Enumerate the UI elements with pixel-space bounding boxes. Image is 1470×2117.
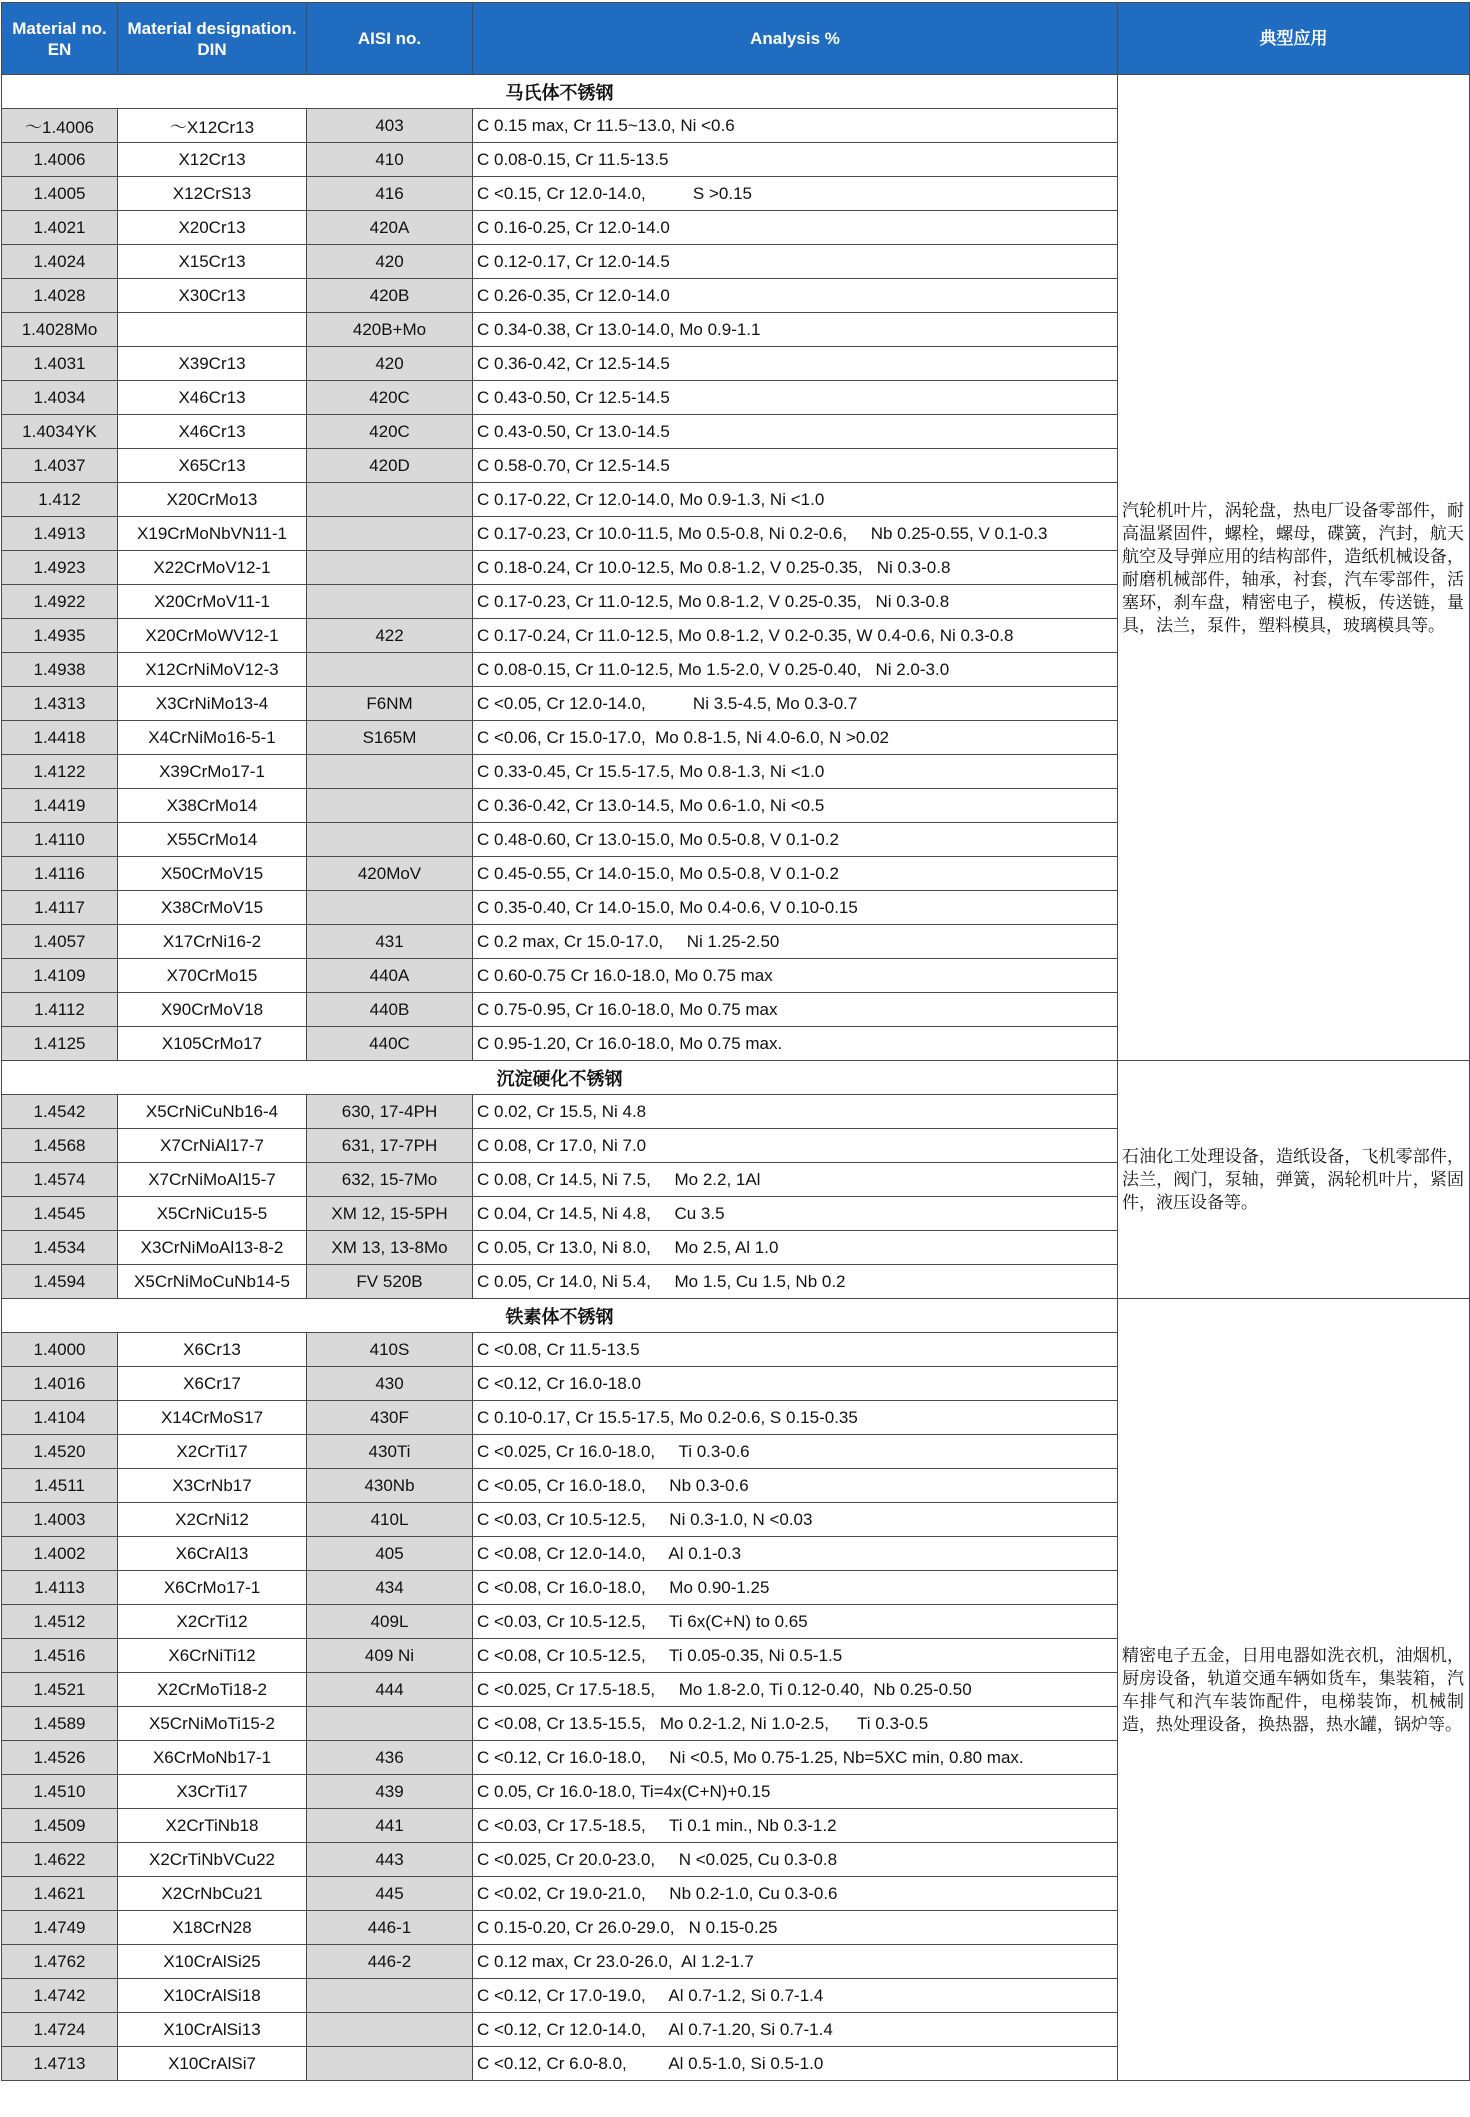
din-designation-cell: X2CrTi12: [118, 1605, 307, 1639]
material-no-cell: 1.4418: [2, 721, 118, 755]
din-designation-cell: X90CrMoV18: [118, 993, 307, 1027]
aisi-no-cell: [307, 517, 473, 551]
section-title: 铁素体不锈钢: [2, 1299, 1118, 1333]
din-designation-cell: X3CrNiMo13-4: [118, 687, 307, 721]
material-no-cell: 1.4122: [2, 755, 118, 789]
aisi-no-cell: 441: [307, 1809, 473, 1843]
aisi-no-cell: 443: [307, 1843, 473, 1877]
analysis-cell: C 0.17-0.23, Cr 11.0-12.5, Mo 0.8-1.2, V 0.25-0.35, Ni 0.3-0.8: [473, 585, 1118, 619]
analysis-cell: C 0.26-0.35, Cr 12.0-14.0: [473, 279, 1118, 313]
material-no-cell: 1.4034: [2, 381, 118, 415]
din-designation-cell: X10CrAlSi25: [118, 1945, 307, 1979]
section-title: 沉淀硬化不锈钢: [2, 1061, 1118, 1095]
material-no-cell: 1.4622: [2, 1843, 118, 1877]
aisi-no-cell: [307, 1707, 473, 1741]
aisi-no-cell: 420A: [307, 211, 473, 245]
aisi-no-cell: [307, 2013, 473, 2047]
material-no-cell: 1.4002: [2, 1537, 118, 1571]
analysis-cell: C <0.12, Cr 6.0-8.0, Al 0.5-1.0, Si 0.5-1.0: [473, 2047, 1118, 2081]
header-analysis: Analysis %: [473, 3, 1118, 75]
analysis-cell: C <0.03, Cr 10.5-12.5, Ti 6x(C+N) to 0.65: [473, 1605, 1118, 1639]
din-designation-cell: X55CrMo14: [118, 823, 307, 857]
analysis-cell: C 0.43-0.50, Cr 13.0-14.5: [473, 415, 1118, 449]
material-no-cell: 1.4574: [2, 1163, 118, 1197]
aisi-no-cell: 446-1: [307, 1911, 473, 1945]
analysis-cell: C 0.18-0.24, Cr 10.0-12.5, Mo 0.8-1.2, V 0.25-0.35, Ni 0.3-0.8: [473, 551, 1118, 585]
din-designation-cell: X12Cr13: [118, 143, 307, 177]
din-designation-cell: X5CrNiCu15-5: [118, 1197, 307, 1231]
aisi-no-cell: 410S: [307, 1333, 473, 1367]
material-no-cell: 1.4031: [2, 347, 118, 381]
material-no-cell: 1.4125: [2, 1027, 118, 1061]
aisi-no-cell: 416: [307, 177, 473, 211]
material-no-cell: 1.4006: [2, 143, 118, 177]
aisi-no-cell: 446-2: [307, 1945, 473, 1979]
material-no-cell: 1.4117: [2, 891, 118, 925]
analysis-cell: C 0.17-0.23, Cr 10.0-11.5, Mo 0.5-0.8, Ni 0.2-0.6, Nb 0.25-0.55, V 0.1-0.3: [473, 517, 1118, 551]
din-designation-cell: X2CrTi17: [118, 1435, 307, 1469]
section-header-row: [2, 1299, 1470, 1333]
din-designation-cell: X6CrMoNb17-1: [118, 1741, 307, 1775]
din-designation-cell: X20Cr13: [118, 211, 307, 245]
analysis-cell: C 0.08-0.15, Cr 11.5-13.5: [473, 143, 1118, 177]
aisi-no-cell: 440C: [307, 1027, 473, 1061]
analysis-cell: C 0.17-0.22, Cr 12.0-14.0, Mo 0.9-1.3, Ni <1.0: [473, 483, 1118, 517]
din-designation-cell: X38CrMoV15: [118, 891, 307, 925]
material-no-cell: 1.4511: [2, 1469, 118, 1503]
analysis-cell: C 0.75-0.95, Cr 16.0-18.0, Mo 0.75 max: [473, 993, 1118, 1027]
din-designation-cell: X15Cr13: [118, 245, 307, 279]
analysis-cell: C <0.12, Cr 12.0-14.0, Al 0.7-1.20, Si 0.7-1.4: [473, 2013, 1118, 2047]
material-no-cell: 1.4109: [2, 959, 118, 993]
aisi-no-cell: 434: [307, 1571, 473, 1605]
material-no-cell: 1.4005: [2, 177, 118, 211]
analysis-cell: C <0.08, Cr 12.0-14.0, Al 0.1-0.3: [473, 1537, 1118, 1571]
din-designation-cell: X39Cr13: [118, 347, 307, 381]
din-designation-cell: X20CrMoV11-1: [118, 585, 307, 619]
din-designation-cell: X20CrMo13: [118, 483, 307, 517]
aisi-no-cell: F6NM: [307, 687, 473, 721]
section-header-row: [2, 1061, 1470, 1095]
typical-application-cell: 精密电子五金，日用电器如洗衣机，油烟机，厨房设备，轨道交通车辆如货车，集装箱，汽车排气和汽车装饰配件，电梯装饰，机械制造，热处理设备，换热器，热水罐，锅炉等。: [1118, 1299, 1470, 2081]
aisi-no-cell: XM 13, 13-8Mo: [307, 1231, 473, 1265]
din-designation-cell: X46Cr13: [118, 415, 307, 449]
din-designation-cell: X105CrMo17: [118, 1027, 307, 1061]
analysis-cell: C 0.58-0.70, Cr 12.5-14.5: [473, 449, 1118, 483]
analysis-cell: C <0.03, Cr 10.5-12.5, Ni 0.3-1.0, N <0.03: [473, 1503, 1118, 1537]
din-designation-cell: X6Cr13: [118, 1333, 307, 1367]
din-designation-cell: X5CrNiMoTi15-2: [118, 1707, 307, 1741]
aisi-no-cell: [307, 891, 473, 925]
din-designation-cell: X7CrNiMoAl15-7: [118, 1163, 307, 1197]
din-designation-cell: X50CrMoV15: [118, 857, 307, 891]
analysis-cell: C 0.43-0.50, Cr 12.5-14.5: [473, 381, 1118, 415]
aisi-no-cell: 420MoV: [307, 857, 473, 891]
din-designation-cell: X10CrAlSi13: [118, 2013, 307, 2047]
material-no-cell: 1.4037: [2, 449, 118, 483]
din-designation-cell: X4CrNiMo16-5-1: [118, 721, 307, 755]
material-no-cell: 1.4313: [2, 687, 118, 721]
din-designation-cell: X38CrMo14: [118, 789, 307, 823]
material-no-cell: 1.4516: [2, 1639, 118, 1673]
aisi-no-cell: 420B+Mo: [307, 313, 473, 347]
analysis-cell: C 0.34-0.38, Cr 13.0-14.0, Mo 0.9-1.1: [473, 313, 1118, 347]
analysis-cell: C <0.05, Cr 16.0-18.0, Nb 0.3-0.6: [473, 1469, 1118, 1503]
material-no-cell: 1.4521: [2, 1673, 118, 1707]
din-designation-cell: X5CrNiMoCuNb14-5: [118, 1265, 307, 1299]
material-no-cell: 1.4509: [2, 1809, 118, 1843]
aisi-no-cell: 444: [307, 1673, 473, 1707]
analysis-cell: C <0.08, Cr 13.5-15.5, Mo 0.2-1.2, Ni 1.0-2.5, Ti 0.3-0.5: [473, 1707, 1118, 1741]
analysis-cell: C 0.33-0.45, Cr 15.5-17.5, Mo 0.8-1.3, Ni <1.0: [473, 755, 1118, 789]
material-no-cell: 1.4534: [2, 1231, 118, 1265]
analysis-cell: C 0.48-0.60, Cr 13.0-15.0, Mo 0.5-0.8, V 0.1-0.2: [473, 823, 1118, 857]
aisi-no-cell: XM 12, 15-5PH: [307, 1197, 473, 1231]
section-title: 马氏体不锈钢: [2, 75, 1118, 109]
material-no-cell: 1.4724: [2, 2013, 118, 2047]
material-no-cell: 1.4028: [2, 279, 118, 313]
analysis-cell: C 0.16-0.25, Cr 12.0-14.0: [473, 211, 1118, 245]
analysis-cell: C <0.12, Cr 16.0-18.0, Ni <0.5, Mo 0.75-1.25, Nb=5XC min, 0.80 max.: [473, 1741, 1118, 1775]
analysis-cell: C 0.95-1.20, Cr 16.0-18.0, Mo 0.75 max.: [473, 1027, 1118, 1061]
din-designation-cell: X17CrNi16-2: [118, 925, 307, 959]
material-no-cell: 1.4526: [2, 1741, 118, 1775]
din-designation-cell: X2CrTiNb18: [118, 1809, 307, 1843]
material-no-cell: 1.4116: [2, 857, 118, 891]
material-no-cell: 1.4938: [2, 653, 118, 687]
analysis-cell: C 0.35-0.40, Cr 14.0-15.0, Mo 0.4-0.6, V 0.10-0.15: [473, 891, 1118, 925]
din-designation-cell: X65Cr13: [118, 449, 307, 483]
din-designation-cell: X3CrNiMoAl13-8-2: [118, 1231, 307, 1265]
din-designation-cell: X18CrN28: [118, 1911, 307, 1945]
material-no-cell: 1.4021: [2, 211, 118, 245]
din-designation-cell: X6CrNiTi12: [118, 1639, 307, 1673]
analysis-cell: C 0.60-0.75 Cr 16.0-18.0, Mo 0.75 max: [473, 959, 1118, 993]
din-designation-cell: X3CrTi17: [118, 1775, 307, 1809]
analysis-cell: C 0.05, Cr 16.0-18.0, Ti=4x(C+N)+0.15: [473, 1775, 1118, 1809]
aisi-no-cell: 420C: [307, 381, 473, 415]
din-designation-cell: X6CrAl13: [118, 1537, 307, 1571]
material-no-cell: 1.4510: [2, 1775, 118, 1809]
material-no-cell: 1.4520: [2, 1435, 118, 1469]
material-no-cell: 1.4000: [2, 1333, 118, 1367]
material-no-cell: 1.4542: [2, 1095, 118, 1129]
material-no-cell: 1.4512: [2, 1605, 118, 1639]
analysis-cell: C 0.02, Cr 15.5, Ni 4.8: [473, 1095, 1118, 1129]
din-designation-cell: X2CrTiNbVCu22: [118, 1843, 307, 1877]
din-designation-cell: X46Cr13: [118, 381, 307, 415]
analysis-cell: C 0.36-0.42, Cr 13.0-14.5, Mo 0.6-1.0, Ni <0.5: [473, 789, 1118, 823]
material-no-cell: 1.4713: [2, 2047, 118, 2081]
aisi-no-cell: 422: [307, 619, 473, 653]
analysis-cell: C <0.05, Cr 12.0-14.0, Ni 3.5-4.5, Mo 0.3-0.7: [473, 687, 1118, 721]
aisi-no-cell: [307, 755, 473, 789]
analysis-cell: C <0.06, Cr 15.0-17.0, Mo 0.8-1.5, Ni 4.0-6.0, N >0.02: [473, 721, 1118, 755]
analysis-cell: C 0.10-0.17, Cr 15.5-17.5, Mo 0.2-0.6, S 0.15-0.35: [473, 1401, 1118, 1435]
material-no-cell: 1.4024: [2, 245, 118, 279]
aisi-no-cell: 631, 17-7PH: [307, 1129, 473, 1163]
aisi-no-cell: [307, 483, 473, 517]
material-no-cell: 1.412: [2, 483, 118, 517]
aisi-no-cell: 420D: [307, 449, 473, 483]
aisi-no-cell: [307, 653, 473, 687]
aisi-no-cell: 430F: [307, 1401, 473, 1435]
aisi-no-cell: 410: [307, 143, 473, 177]
material-no-cell: 1.4913: [2, 517, 118, 551]
material-no-cell: 1.4922: [2, 585, 118, 619]
typical-application-cell: 石油化工处理设备，造纸设备，飞机零部件，法兰，阀门，泵轴，弹簧，涡轮机叶片，紧固件，液压设备等。: [1118, 1061, 1470, 1299]
material-no-cell: 1.4742: [2, 1979, 118, 2013]
material-no-cell: 1.4589: [2, 1707, 118, 1741]
material-no-cell: 1.4028Mo: [2, 313, 118, 347]
analysis-cell: C 0.12 max, Cr 23.0-26.0, Al 1.2-1.7: [473, 1945, 1118, 1979]
aisi-no-cell: [307, 585, 473, 619]
material-no-cell: 1.4034YK: [2, 415, 118, 449]
din-designation-cell: X20CrMoWV12-1: [118, 619, 307, 653]
aisi-no-cell: 436: [307, 1741, 473, 1775]
din-designation-cell: X70CrMo15: [118, 959, 307, 993]
analysis-cell: C 0.17-0.24, Cr 11.0-12.5, Mo 0.8-1.2, V 0.2-0.35, W 0.4-0.6, Ni 0.3-0.8: [473, 619, 1118, 653]
material-no-cell: 1.4016: [2, 1367, 118, 1401]
analysis-cell: C <0.025, Cr 17.5-18.5, Mo 1.8-2.0, Ti 0.12-0.40, Nb 0.25-0.50: [473, 1673, 1118, 1707]
aisi-no-cell: 405: [307, 1537, 473, 1571]
material-no-cell: 1.4568: [2, 1129, 118, 1163]
analysis-cell: C 0.2 max, Cr 15.0-17.0, Ni 1.25-2.50: [473, 925, 1118, 959]
din-designation-cell: X2CrNbCu21: [118, 1877, 307, 1911]
din-designation-cell: X12CrS13: [118, 177, 307, 211]
material-no-cell: 1.4621: [2, 1877, 118, 1911]
aisi-no-cell: 403: [307, 109, 473, 143]
analysis-cell: C 0.08, Cr 14.5, Ni 7.5, Mo 2.2, 1Al: [473, 1163, 1118, 1197]
analysis-cell: C <0.08, Cr 10.5-12.5, Ti 0.05-0.35, Ni 0.5-1.5: [473, 1639, 1118, 1673]
analysis-cell: C 0.05, Cr 13.0, Ni 8.0, Mo 2.5, Al 1.0: [473, 1231, 1118, 1265]
din-designation-cell: X14CrMoS17: [118, 1401, 307, 1435]
aisi-no-cell: 409L: [307, 1605, 473, 1639]
aisi-no-cell: 420C: [307, 415, 473, 449]
analysis-cell: C <0.08, Cr 16.0-18.0, Mo 0.90-1.25: [473, 1571, 1118, 1605]
analysis-cell: C <0.03, Cr 17.5-18.5, Ti 0.1 min., Nb 0.3-1.2: [473, 1809, 1118, 1843]
header-material-designation: Material designation. DIN: [118, 3, 307, 75]
aisi-no-cell: 410L: [307, 1503, 473, 1537]
analysis-cell: C <0.02, Cr 19.0-21.0, Nb 0.2-1.0, Cu 0.3-0.6: [473, 1877, 1118, 1911]
aisi-no-cell: 440A: [307, 959, 473, 993]
aisi-no-cell: S165M: [307, 721, 473, 755]
aisi-no-cell: 430: [307, 1367, 473, 1401]
material-no-cell: 1.4057: [2, 925, 118, 959]
header-row: [2, 3, 1470, 75]
section-header-row: [2, 75, 1470, 109]
analysis-cell: C 0.36-0.42, Cr 12.5-14.5: [473, 347, 1118, 381]
aisi-no-cell: [307, 823, 473, 857]
din-designation-cell: ～X12Cr13: [118, 109, 307, 143]
material-no-cell: 1.4935: [2, 619, 118, 653]
header-material-no: Material no. EN: [2, 3, 118, 75]
material-no-cell: 1.4749: [2, 1911, 118, 1945]
din-designation-cell: X10CrAlSi18: [118, 1979, 307, 2013]
material-no-cell: 1.4594: [2, 1265, 118, 1299]
analysis-cell: C 0.04, Cr 14.5, Ni 4.8, Cu 3.5: [473, 1197, 1118, 1231]
material-no-cell: 1.4419: [2, 789, 118, 823]
din-designation-cell: X5CrNiCuNb16-4: [118, 1095, 307, 1129]
aisi-no-cell: 420: [307, 347, 473, 381]
material-no-cell: 1.4104: [2, 1401, 118, 1435]
analysis-cell: C 0.12-0.17, Cr 12.0-14.5: [473, 245, 1118, 279]
aisi-no-cell: 431: [307, 925, 473, 959]
din-designation-cell: X7CrNiAl17-7: [118, 1129, 307, 1163]
material-no-cell: 1.4112: [2, 993, 118, 1027]
header-aisi-no: AISI no.: [307, 3, 473, 75]
analysis-cell: C 0.15 max, Cr 11.5~13.0, Ni <0.6: [473, 109, 1118, 143]
aisi-no-cell: 409 Ni: [307, 1639, 473, 1673]
analysis-cell: C <0.12, Cr 16.0-18.0: [473, 1367, 1118, 1401]
material-no-cell: 1.4113: [2, 1571, 118, 1605]
aisi-no-cell: 430Nb: [307, 1469, 473, 1503]
material-no-cell: 1.4923: [2, 551, 118, 585]
aisi-no-cell: FV 520B: [307, 1265, 473, 1299]
material-no-cell: 1.4003: [2, 1503, 118, 1537]
aisi-no-cell: 632, 15-7Mo: [307, 1163, 473, 1197]
din-designation-cell: X2CrNi12: [118, 1503, 307, 1537]
analysis-cell: C 0.08, Cr 17.0, Ni 7.0: [473, 1129, 1118, 1163]
material-no-cell: ～1.4006: [2, 109, 118, 143]
material-no-cell: 1.4762: [2, 1945, 118, 1979]
analysis-cell: C <0.12, Cr 17.0-19.0, Al 0.7-1.2, Si 0.7-1.4: [473, 1979, 1118, 2013]
analysis-cell: C <0.15, Cr 12.0-14.0, S >0.15: [473, 177, 1118, 211]
aisi-no-cell: 430Ti: [307, 1435, 473, 1469]
table-body: [2, 75, 1470, 2081]
header-typical-application: 典型应用: [1118, 3, 1470, 75]
analysis-cell: C <0.025, Cr 20.0-23.0, N <0.025, Cu 0.3-0.8: [473, 1843, 1118, 1877]
aisi-no-cell: 439: [307, 1775, 473, 1809]
analysis-cell: C 0.45-0.55, Cr 14.0-15.0, Mo 0.5-0.8, V 0.1-0.2: [473, 857, 1118, 891]
aisi-no-cell: 420: [307, 245, 473, 279]
analysis-cell: C <0.08, Cr 11.5-13.5: [473, 1333, 1118, 1367]
aisi-no-cell: [307, 789, 473, 823]
analysis-cell: C 0.15-0.20, Cr 26.0-29.0, N 0.15-0.25: [473, 1911, 1118, 1945]
din-designation-cell: X19CrMoNbVN11-1: [118, 517, 307, 551]
din-designation-cell: X10CrAlSi7: [118, 2047, 307, 2081]
analysis-cell: C 0.08-0.15, Cr 11.0-12.5, Mo 1.5-2.0, V 0.25-0.40, Ni 2.0-3.0: [473, 653, 1118, 687]
analysis-cell: C <0.025, Cr 16.0-18.0, Ti 0.3-0.6: [473, 1435, 1118, 1469]
din-designation-cell: X6CrMo17-1: [118, 1571, 307, 1605]
din-designation-cell: X2CrMoTi18-2: [118, 1673, 307, 1707]
steel-grades-table: [1, 2, 1470, 2081]
din-designation-cell: X30Cr13: [118, 279, 307, 313]
aisi-no-cell: 440B: [307, 993, 473, 1027]
din-designation-cell: X3CrNb17: [118, 1469, 307, 1503]
din-designation-cell: X12CrNiMoV12-3: [118, 653, 307, 687]
din-designation-cell: X39CrMo17-1: [118, 755, 307, 789]
din-designation-cell: [118, 313, 307, 347]
aisi-no-cell: [307, 1979, 473, 2013]
analysis-cell: C 0.05, Cr 14.0, Ni 5.4, Mo 1.5, Cu 1.5, Nb 0.2: [473, 1265, 1118, 1299]
aisi-no-cell: 630, 17-4PH: [307, 1095, 473, 1129]
typical-application-cell: 汽轮机叶片，涡轮盘，热电厂设备零部件，耐高温紧固件，螺栓，螺母，碟簧，汽封，航天航空及导弹应用的结构部件，造纸机械设备，耐磨机械部件，轴承，衬套，汽车零部件，活塞环，刹车盘，精密电子，模板，传送链，量具，法兰，泵件，塑料模具，玻璃模具等。: [1118, 75, 1470, 1061]
aisi-no-cell: 420B: [307, 279, 473, 313]
aisi-no-cell: [307, 2047, 473, 2081]
material-no-cell: 1.4545: [2, 1197, 118, 1231]
din-designation-cell: X22CrMoV12-1: [118, 551, 307, 585]
aisi-no-cell: [307, 551, 473, 585]
aisi-no-cell: 445: [307, 1877, 473, 1911]
material-no-cell: 1.4110: [2, 823, 118, 857]
din-designation-cell: X6Cr17: [118, 1367, 307, 1401]
